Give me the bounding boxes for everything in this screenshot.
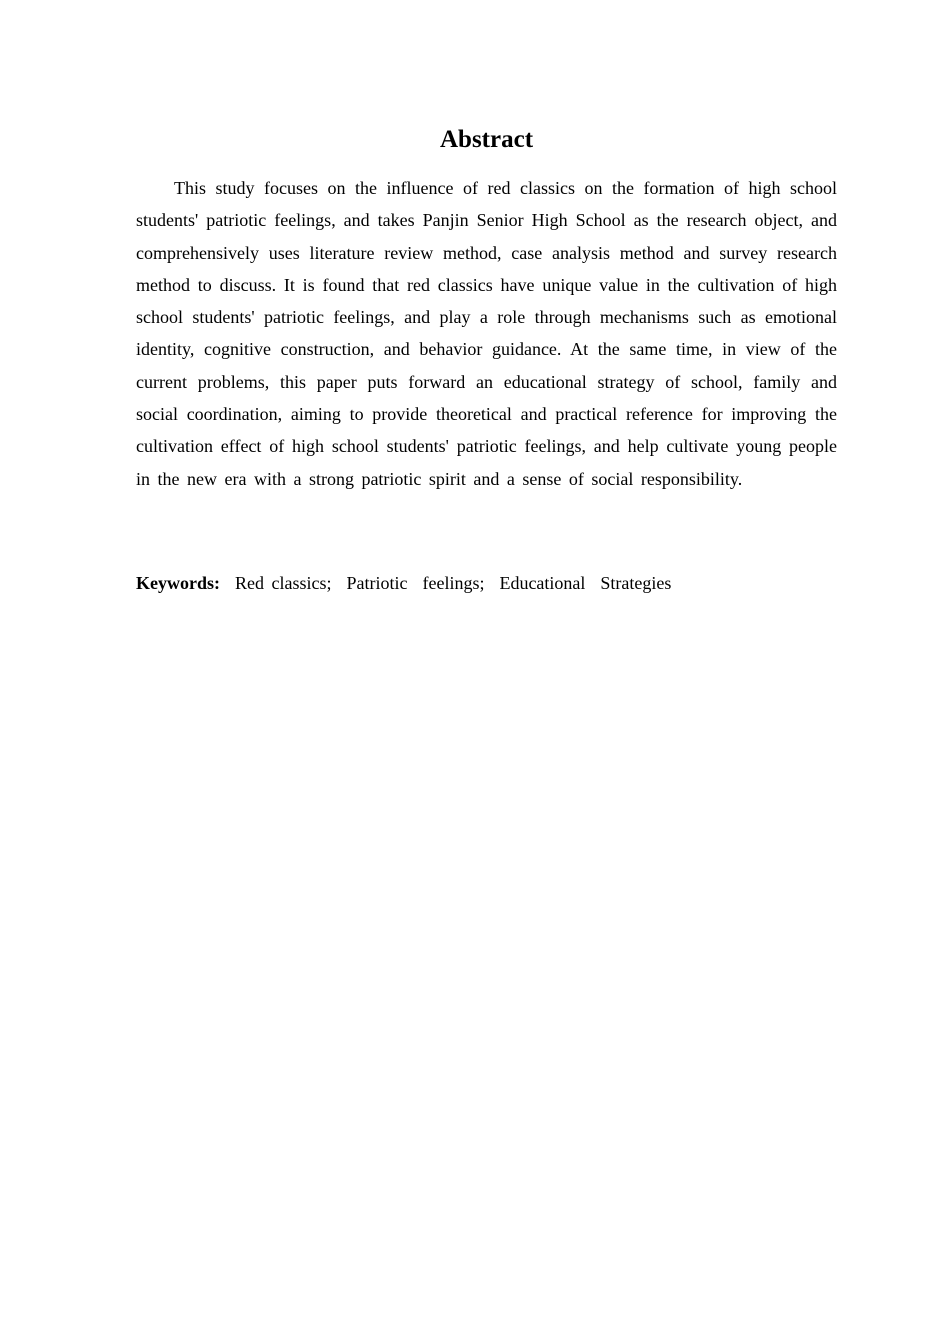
keywords-label: Keywords:	[136, 572, 220, 593]
abstract-section	[136, 122, 837, 599]
keywords-line	[136, 567, 837, 599]
keywords-list: Red classics; Patriotic feelings; Educational Strategies	[227, 572, 672, 593]
abstract-paragraph: This study focuses on the influence of red classics on the formation of high school students' patriotic feelings, and takes Panjin Senior High School as the research object, and comprehensively uses literature review method, case analysis method and survey research method to discuss. It is found that red classics have unique value in the cultivation of high school students' patriotic feelings, and play a role through mechanisms such as emotional identity, cognitive construction, and behavior guidance. At the same time, in view of the current problems, this paper puts forward an educational strategy of school, family and social coordination, aiming to provide theoretical and practical reference for improving the cultivation effect of high school students' patriotic feelings, and help cultivate young people in the new era with a strong patriotic spirit and a sense of social responsibility.	[136, 178, 837, 489]
page-title: Abstract	[439, 126, 534, 153]
